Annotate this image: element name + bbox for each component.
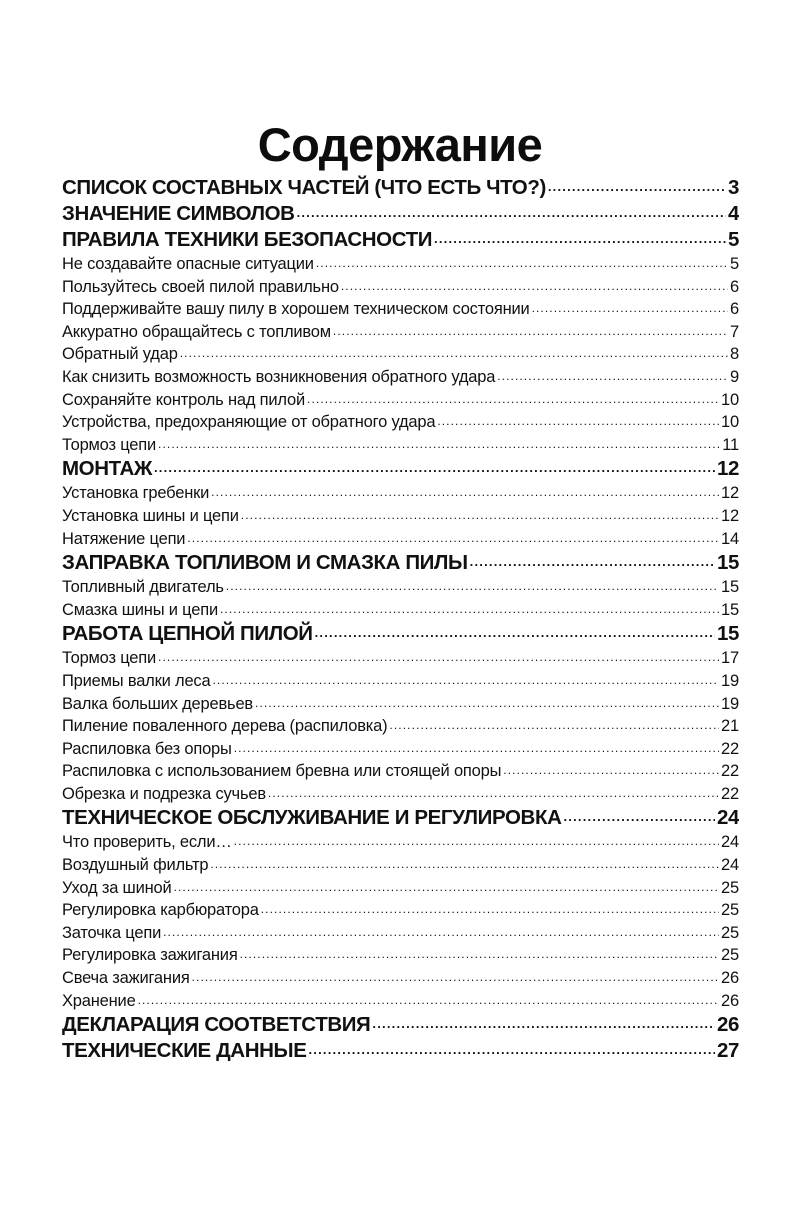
toc-page-number: 25 xyxy=(721,923,739,942)
toc-page-number: 12 xyxy=(716,457,739,481)
dot-leader xyxy=(180,343,728,366)
toc-entry-label: СПИСОК СОСТАВНЫХ ЧАСТЕЙ (ЧТО ЕСТЬ ЧТО?) xyxy=(62,176,546,199)
dot-leader xyxy=(154,456,715,482)
toc-subsection-row[interactable] xyxy=(62,366,739,389)
toc-page-number: 22 xyxy=(721,762,739,781)
toc-subsection-row[interactable] xyxy=(62,738,739,761)
toc-section-row[interactable] xyxy=(62,621,739,647)
toc-subsection-row[interactable] xyxy=(62,253,739,276)
toc-page-number: 17 xyxy=(721,649,739,668)
toc-page-number: 10 xyxy=(721,390,739,409)
toc-section-row[interactable] xyxy=(62,456,739,482)
dot-leader xyxy=(333,321,728,344)
toc-section-row[interactable] xyxy=(62,227,739,253)
toc-section-row[interactable] xyxy=(62,805,739,831)
toc-entry-label: Как снизить возможность возникновения обратного удара xyxy=(62,367,496,386)
dot-leader xyxy=(187,528,719,551)
toc-page-number: 22 xyxy=(721,739,739,758)
dot-leader xyxy=(138,990,719,1013)
toc-subsection-row[interactable] xyxy=(62,599,739,622)
dot-leader xyxy=(503,760,719,783)
toc-subsection-row[interactable] xyxy=(62,990,739,1013)
toc-entry-label: Распиловка без опоры xyxy=(62,739,232,758)
dot-leader xyxy=(220,599,719,622)
toc-page-number: 14 xyxy=(721,529,739,548)
toc-page-number: 9 xyxy=(730,367,739,386)
toc-subsection-row[interactable] xyxy=(62,647,739,670)
toc-page-number: 15 xyxy=(716,622,739,646)
toc-entry-label: Топливный двигатель xyxy=(62,578,224,597)
dot-leader xyxy=(240,944,719,967)
dot-leader xyxy=(174,877,720,900)
toc-entry-label: Обрезка и подрезка сучьев xyxy=(62,784,266,803)
toc-subsection-row[interactable] xyxy=(62,528,739,551)
dot-leader xyxy=(255,693,719,716)
dot-leader xyxy=(532,298,728,321)
toc-page-number: 12 xyxy=(721,484,739,503)
toc-page-number: 27 xyxy=(716,1039,739,1063)
toc-page-number: 24 xyxy=(721,833,739,852)
toc-entry-label: Приемы валки леса xyxy=(62,671,211,690)
toc-page-number: 7 xyxy=(730,322,739,341)
toc-page-number: 25 xyxy=(721,946,739,965)
toc-page-number: 11 xyxy=(722,435,739,454)
dot-leader xyxy=(548,175,726,201)
dot-leader xyxy=(234,738,719,761)
dot-leader xyxy=(241,505,719,528)
toc-page-number: 12 xyxy=(721,506,739,525)
toc-page-number: 19 xyxy=(721,694,739,713)
toc-entry-label: Натяжение цепи xyxy=(62,529,186,548)
toc-page-number: 25 xyxy=(721,901,739,920)
toc-subsection-row[interactable] xyxy=(62,854,739,877)
toc-page-number: 3 xyxy=(727,176,739,199)
dot-leader xyxy=(211,482,719,505)
toc-subsection-row[interactable] xyxy=(62,389,739,412)
toc-entry-label: Пиление поваленного дерева (распиловка) xyxy=(62,717,388,736)
page-title: Содержание xyxy=(257,118,543,172)
toc-page-number: 6 xyxy=(730,277,739,296)
dot-leader xyxy=(261,899,719,922)
toc-page-number: 8 xyxy=(730,345,739,364)
dot-leader xyxy=(434,227,726,253)
toc-page-number: 19 xyxy=(721,671,739,690)
toc-entry-label: Заточка цепи xyxy=(62,923,162,942)
dot-leader xyxy=(372,1012,715,1038)
toc-page-number: 4 xyxy=(727,202,739,225)
dot-leader xyxy=(192,967,719,990)
toc-subsection-row[interactable] xyxy=(62,831,739,854)
dot-leader xyxy=(497,366,728,389)
dot-leader xyxy=(341,276,728,299)
toc-page-number: 5 xyxy=(730,255,739,273)
toc-subsection-row[interactable] xyxy=(62,505,739,528)
toc-subsection-row[interactable] xyxy=(62,670,739,693)
toc-entry-label: Аккуратно обращайтесь с топливом xyxy=(62,322,331,341)
toc-subsection-row[interactable] xyxy=(62,434,739,457)
toc-subsection-row[interactable] xyxy=(62,482,739,505)
toc-subsection-row[interactable] xyxy=(62,298,739,321)
toc-page-number: 26 xyxy=(721,991,739,1010)
toc-subsection-row[interactable] xyxy=(62,967,739,990)
toc-page-number: 6 xyxy=(730,300,739,319)
toc-section-row[interactable] xyxy=(62,201,739,227)
toc-entry-label: Обратный удар xyxy=(62,345,178,364)
toc-page-number: 5 xyxy=(727,228,739,251)
toc-entry-label: Смазка шины и цепи xyxy=(62,600,218,619)
toc-page-number: 24 xyxy=(716,806,739,830)
toc-entry-label: Сохраняйте контроль над пилой xyxy=(62,390,306,409)
dot-leader xyxy=(158,434,720,457)
dot-leader xyxy=(308,1038,715,1064)
toc-entry-label: Регулировка зажигания xyxy=(62,946,238,965)
toc-page-number: 15 xyxy=(721,600,739,619)
toc-page-number: 10 xyxy=(721,413,739,432)
toc-entry-label: ТЕХНИЧЕСКИЕ ДАННЫЕ xyxy=(62,1039,307,1063)
toc-entry-label: Тормоз цепи xyxy=(62,435,157,454)
toc-page-number: 26 xyxy=(716,1013,739,1037)
toc-section-row[interactable] xyxy=(62,550,739,576)
toc-entry-label: ТЕХНИЧЕСКОЕ ОБСЛУЖИВАНИЕ И РЕГУЛИРОВКА xyxy=(62,806,562,830)
dot-leader xyxy=(234,831,719,854)
dot-leader xyxy=(268,783,719,806)
toc-entry-label: Устройства, предохраняющие от обратного удара xyxy=(62,413,436,432)
toc-page-number: 15 xyxy=(721,578,739,597)
toc-entry-label: Валка больших деревьев xyxy=(62,694,253,713)
toc-entry-label: ДЕКЛАРАЦИЯ СООТВЕТСТВИЯ xyxy=(62,1013,371,1037)
toc-subsection-row[interactable] xyxy=(62,576,739,599)
toc-page-number: 22 xyxy=(721,784,739,803)
dot-leader xyxy=(212,670,719,693)
toc-page-number: 24 xyxy=(721,856,739,875)
toc-subsection-row[interactable] xyxy=(62,899,739,922)
toc-entry-label: Установка гребенки xyxy=(62,484,210,503)
toc-section-row[interactable] xyxy=(62,1038,739,1064)
toc-entry-label: РАБОТА ЦЕПНОЙ ПИЛОЙ xyxy=(62,622,313,646)
dot-leader xyxy=(315,621,715,647)
dot-leader xyxy=(470,550,715,576)
toc-subsection-row[interactable] xyxy=(62,693,739,716)
dot-leader xyxy=(210,854,719,877)
toc-entry-label: Поддерживайте вашу пилу в хорошем техническом состоянии xyxy=(62,300,530,319)
toc-subsection-row[interactable] xyxy=(62,944,739,967)
toc-subsection-row[interactable] xyxy=(62,760,739,783)
toc-subsection-row[interactable] xyxy=(62,783,739,806)
toc-page-number: 25 xyxy=(721,878,739,897)
toc-subsection-row[interactable] xyxy=(62,276,739,299)
toc-entry-label: Тормоз цепи xyxy=(62,649,157,668)
toc-subsection-row[interactable] xyxy=(62,715,739,738)
toc-entry-label: ПРАВИЛА ТЕХНИКИ БЕЗОПАСНОСТИ xyxy=(62,228,433,251)
dot-leader xyxy=(297,201,726,227)
table-of-contents xyxy=(62,175,739,1064)
toc-entry-label: ЗНАЧЕНИЕ СИМВОЛОВ xyxy=(62,202,295,225)
toc-entry-label: Пользуйтесь своей пилой правильно xyxy=(62,277,339,296)
toc-entry-label: Воздушный фильтр xyxy=(62,856,209,875)
toc-subsection-row[interactable] xyxy=(62,343,739,366)
toc-subsection-row[interactable] xyxy=(62,321,739,344)
dot-leader xyxy=(307,389,719,412)
toc-page-number: 15 xyxy=(716,551,739,575)
toc-entry-label: ЗАПРАВКА ТОПЛИВОМ И СМАЗКА ПИЛЫ xyxy=(62,551,468,575)
toc-subsection-row[interactable] xyxy=(62,411,739,434)
toc-entry-label: Регулировка карбюратора xyxy=(62,901,259,920)
toc-page-number: 21 xyxy=(721,717,739,736)
toc-entry-label: Распиловка с использованием бревна или стоящей опоры xyxy=(62,762,502,781)
dot-leader xyxy=(163,922,719,945)
toc-page-number: 26 xyxy=(721,969,739,988)
toc-entry-label: Свеча зажигания xyxy=(62,969,190,988)
toc-entry-label: Уход за шиной xyxy=(62,878,172,897)
dot-leader xyxy=(389,715,719,738)
toc-entry-label: Что проверить, если… xyxy=(62,833,232,852)
toc-section-row[interactable] xyxy=(62,175,739,201)
dot-leader xyxy=(226,576,719,599)
toc-entry-label: Установка шины и цепи xyxy=(62,506,239,525)
dot-leader xyxy=(437,411,719,434)
toc-section-row[interactable] xyxy=(62,1012,739,1038)
dot-leader xyxy=(563,805,715,831)
toc-entry-label: Хранение xyxy=(62,991,136,1010)
toc-subsection-row[interactable] xyxy=(62,922,739,945)
toc-entry-label: Не создавайте опасные ситуации xyxy=(62,255,314,273)
dot-leader xyxy=(158,647,719,670)
toc-entry-label: МОНТАЖ xyxy=(62,457,152,481)
toc-subsection-row[interactable] xyxy=(62,877,739,900)
dot-leader xyxy=(316,253,728,276)
